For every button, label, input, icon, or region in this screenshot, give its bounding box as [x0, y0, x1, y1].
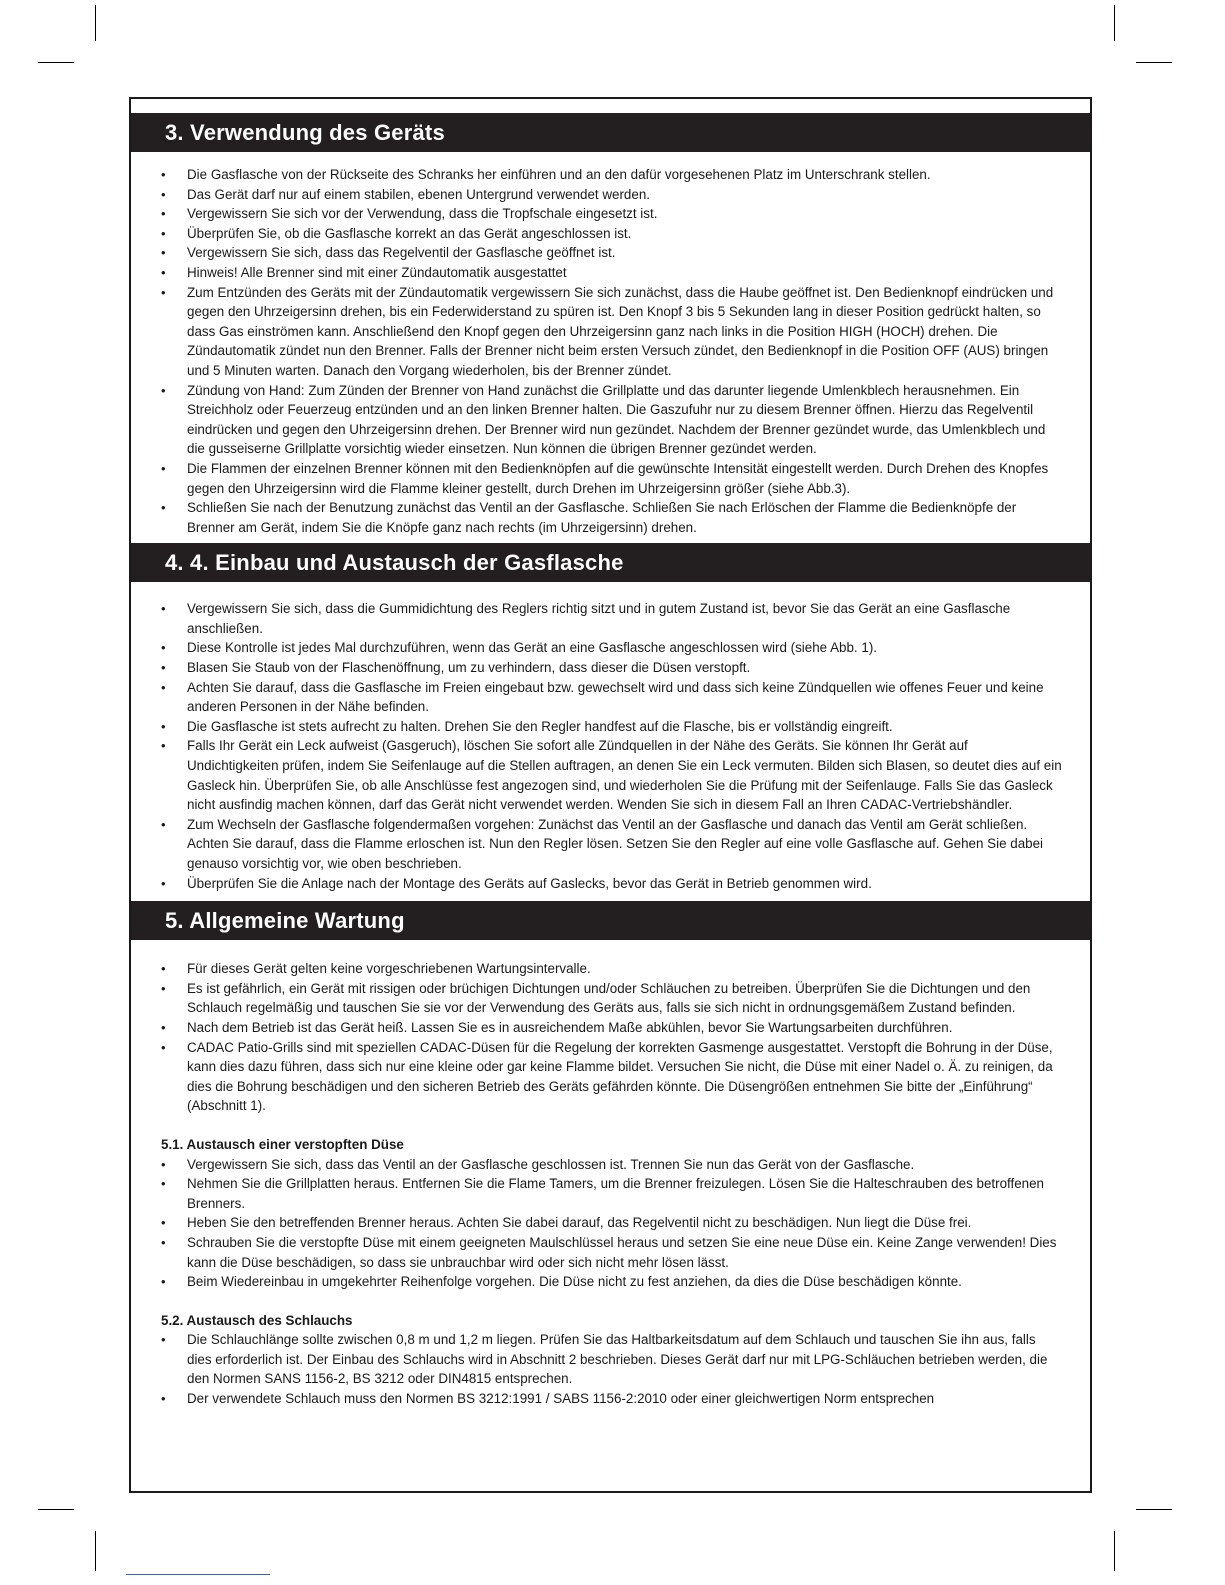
section-body-4 [131, 582, 1090, 893]
list-item: • Beim Wiedereinbau in umgekehrter Reihenfolge vorgehen. Die Düse nicht zu fest anziehen, da dies die Düse beschädigen könnte. [161, 1272, 1062, 1292]
bullet-list [161, 959, 1062, 1116]
crop-mark-top-left-h [38, 62, 74, 63]
crop-mark-top-right-h [1136, 62, 1172, 63]
crop-mark-bottom-left-h [38, 1509, 74, 1510]
list-item: • Für dieses Gerät gelten keine vorgeschriebenen Wartungsintervalle. [161, 959, 1062, 979]
list-item: • Vergewissern Sie sich, dass das Regelventil der Gasflasche geöffnet ist. [161, 243, 1062, 263]
list-item: • Falls Ihr Gerät ein Leck aufweist (Gasgeruch), löschen Sie sofort alle Zündquellen in der Nähe des Geräts. Sie können Ihr Gerät auf Undichtigkeiten prüfen, indem Sie Seifenlauge auf die Stellen auftragen, an denen Sie ein Leck vermuten. Bilden sich Blasen, so deutet dies auf ein Gasleck hin. Überprüfen Sie, ob alle Anschlüsse fest angezogen sind, und wiederholen Sie die Prüfung mit der Seifenlauge. Falls Sie das Gasleck nicht ausfindig machen können, darf das Gerät nicht verwendet werden. Wenden Sie sich in diesem Fall an Ihren CADAC-Vertriebshändler. [161, 736, 1062, 814]
list-item: • Nehmen Sie die Grillplatten heraus. Entfernen Sie die Flame Tamers, um die Brenner freizulegen. Lösen Sie die Halteschrauben des betroffenen Brenners. [161, 1174, 1062, 1213]
section-header-3 [131, 113, 1090, 152]
list-item: • Überprüfen Sie die Anlage nach der Montage des Geräts auf Gaslecks, bevor das Gerät in Betrieb genommen wird. [161, 874, 1062, 894]
list-item: • Heben Sie den betreffenden Brenner heraus. Achten Sie dabei darauf, das Regelventil nicht zu beschädigen. Nun liegt die Düse frei. [161, 1213, 1062, 1233]
bullet-list [161, 1330, 1062, 1408]
section-header-5 [131, 901, 1090, 940]
section-title: 4. 4. Einbau und Austausch der Gasflasche [165, 550, 624, 576]
bullet-list [161, 1155, 1062, 1292]
list-item: • Zündung von Hand: Zum Zünden der Brenner von Hand zunächst die Grillplatte und das darunter liegende Umlenkblech herausnehmen. Ein Streichholz oder Feuerzeug entzünden und an den linken Brenner halten. Die Gaszufuhr nur zu diesem Brenner öffnen. Hierzu das Regelventil eindrücken und gegen den Uhrzeigersinn drehen. Der Brenner wird nun gezündet. Nachdem der Brenner gezündet wurde, das Umlenkblech und die gusseiserne Grillplatte vorsichtig wieder einsetzen. Nun können die übrigen Brenner gezündet werden. [161, 381, 1062, 459]
crop-mark-bottom-left-v [95, 1531, 96, 1571]
crop-mark-bottom-right-v [1114, 1531, 1115, 1571]
section-body-3 [131, 152, 1090, 537]
list-item: • Hinweis! Alle Brenner sind mit einer Zündautomatik ausgestattet [161, 263, 1062, 283]
list-item: • Die Flammen der einzelnen Brenner können mit den Bedienknöpfen auf die gewünschte Intensität eingestellt werden. Durch Drehen des Knopfes gegen den Uhrzeigersinn wird die Flamme kleiner gestellt, durch Drehen im Uhrzeigersinn größer (siehe Abb.3). [161, 459, 1062, 498]
list-item: • Der verwendete Schlauch muss den Normen BS 3212:1991 / SABS 1156-2:2010 oder einer gleichwertigen Norm entsprechen [161, 1389, 1062, 1409]
list-item: • Es ist gefährlich, ein Gerät mit rissigen oder brüchigen Dichtungen und/oder Schläuchen zu betreiben. Überprüfen Sie die Dichtungen und den Schlauch regelmäßig und tauschen Sie sie vor der Verwendung des Geräts aus, falls sie sich nicht in ordnungsgemäßem Zustand befinden. [161, 979, 1062, 1018]
list-item: • Überprüfen Sie, ob die Gasflasche korrekt an das Gerät angeschlossen ist. [161, 224, 1062, 244]
list-item: • Vergewissern Sie sich, dass das Ventil an der Gasflasche geschlossen ist. Trennen Sie nun das Gerät von der Gasflasche. [161, 1155, 1062, 1175]
bullet-list [161, 165, 1062, 537]
list-item: • Die Gasflasche von der Rückseite des Schranks her einführen und an den dafür vorgesehenen Platz im Unterschrank stellen. [161, 165, 1062, 185]
crop-mark-top-right-v [1114, 5, 1115, 41]
list-item: • Zum Wechseln der Gasflasche folgendermaßen vorgehen: Zunächst das Ventil an der Gasflasche und danach das Ventil am Gerät schließen. Achten Sie darauf, dass die Flamme erloschen ist. Nun den Regler lösen. Setzen Sie den Regler auf eine volle Gasflasche auf. Gehen Sie dabei genauso vorsichtig vor, wie oben beschrieben. [161, 815, 1062, 874]
list-item: • Zum Entzünden des Geräts mit der Zündautomatik vergewissern Sie sich zunächst, dass die Haube geöffnet ist. Den Bedienknopf eindrücken und gegen den Uhrzeigersinn drehen, bis ein Federwiderstand zu spüren ist. Den Knopf 3 bis 5 Sekunden lang in dieser Position gedrückt halten, so dass Gas einströmen kann. Anschließend den Knopf gegen den Uhrzeigersinn ganz nach links in die Position HIGH (HOCH) drehen. Die Zündautomatik zündet nun den Brenner. Falls der Brenner nicht beim ersten Versuch zündet, den Bedienknopf in die Position OFF (AUS) bringen und 5 Minuten warten. Danach den Vorgang wiederholen, bis der Brenner zündet. [161, 283, 1062, 381]
section-title: 3. Verwendung des Geräts [165, 120, 445, 145]
list-item: • Schrauben Sie die verstopfte Düse mit einem geeigneten Maulschlüssel heraus und setzen Sie eine neue Düse ein. Keine Zange verwenden! Dies kann die Düse beschädigen, so dass sie unbrauchbar wird oder sich nicht mehr lösen lässt. [161, 1233, 1062, 1272]
list-item: • Die Schlauchlänge sollte zwischen 0,8 m und 1,2 m liegen. Prüfen Sie das Haltbarkeitsdatum auf dem Schlauch und tauschen Sie ihn aus, falls dies erforderlich ist. Der Einbau des Schlauchs wird in Abschnitt 2 beschrieben. Dieses Gerät darf nur mit LPG-Schläuchen betrieben werden, die den Normen SANS 1156-2, BS 3212 oder DIN4815 entsprechen. [161, 1330, 1062, 1389]
list-item: • Das Gerät darf nur auf einem stabilen, ebenen Untergrund verwendet werden. [161, 185, 1062, 205]
list-item: • Die Gasflasche ist stets aufrecht zu halten. Drehen Sie den Regler handfest auf die Flasche, bis er vollständig eingreift. [161, 717, 1062, 737]
crop-mark-top-left-v [95, 5, 96, 41]
list-item: • Diese Kontrolle ist jedes Mal durchzuführen, wenn das Gerät an eine Gasflasche angeschlossen wird (siehe Abb. 1). [161, 638, 1062, 658]
list-item: • Blasen Sie Staub von der Flaschenöffnung, um zu verhindern, dass dieser die Düsen verstopft. [161, 658, 1062, 678]
section-title: 5. Allgemeine Wartung [165, 908, 405, 934]
subsection-title-5-1: 5.1. Austausch einer verstopften Düse [161, 1136, 404, 1152]
document-frame [129, 97, 1092, 1493]
list-item: • Vergewissern Sie sich, dass die Gummidichtung des Reglers richtig sitzt und in gutem Zustand ist, bevor Sie das Gerät an eine Gasflasche anschließen. [161, 599, 1062, 638]
bullet-list [161, 599, 1062, 893]
crop-mark-bottom-right-h [1136, 1509, 1172, 1510]
list-item: • Schließen Sie nach der Benutzung zunächst das Ventil an der Gasflasche. Schließen Sie nach Erlöschen der Flamme die Bedienknöpfe der Brenner am Gerät, indem Sie die Knöpfe ganz nach rechts (im Uhrzeigersinn) drehen. [161, 498, 1062, 537]
link-underline [126, 1574, 270, 1575]
list-item: • CADAC Patio-Grills sind mit speziellen CADAC-Düsen für die Regelung der korrekten Gasmenge ausgestattet. Verstopft die Bohrung in der Düse, kann dies dazu führen, dass sich nur eine kleine oder gar keine Flamme bildet. Versuchen Sie nicht, die Düse mit einer Nadel o. Ä. zu reinigen, da dies die Bohrung beschädigen und den sicheren Betrieb des Geräts gefährden könnte. Die Düsengrößen entnehmen Sie bitte der „Einführung“ (Abschnitt 1). [161, 1038, 1062, 1116]
list-item: • Nach dem Betrieb ist das Gerät heiß. Lassen Sie es in ausreichendem Maße abkühlen, bevor Sie Wartungsarbeiten durchführen. [161, 1018, 1062, 1038]
section-header-4 [131, 543, 1090, 582]
list-item: • Vergewissern Sie sich vor der Verwendung, dass die Tropfschale eingesetzt ist. [161, 204, 1062, 224]
list-item: • Achten Sie darauf, dass die Gasflasche im Freien eingebaut bzw. gewechselt wird und dass sich keine Zündquellen wie offenes Feuer und keine anderen Personen in der Nähe befinden. [161, 678, 1062, 717]
subsection-title-5-2: 5.2. Austausch des Schlauchs [161, 1312, 353, 1328]
section-body-5 [131, 940, 1090, 1408]
